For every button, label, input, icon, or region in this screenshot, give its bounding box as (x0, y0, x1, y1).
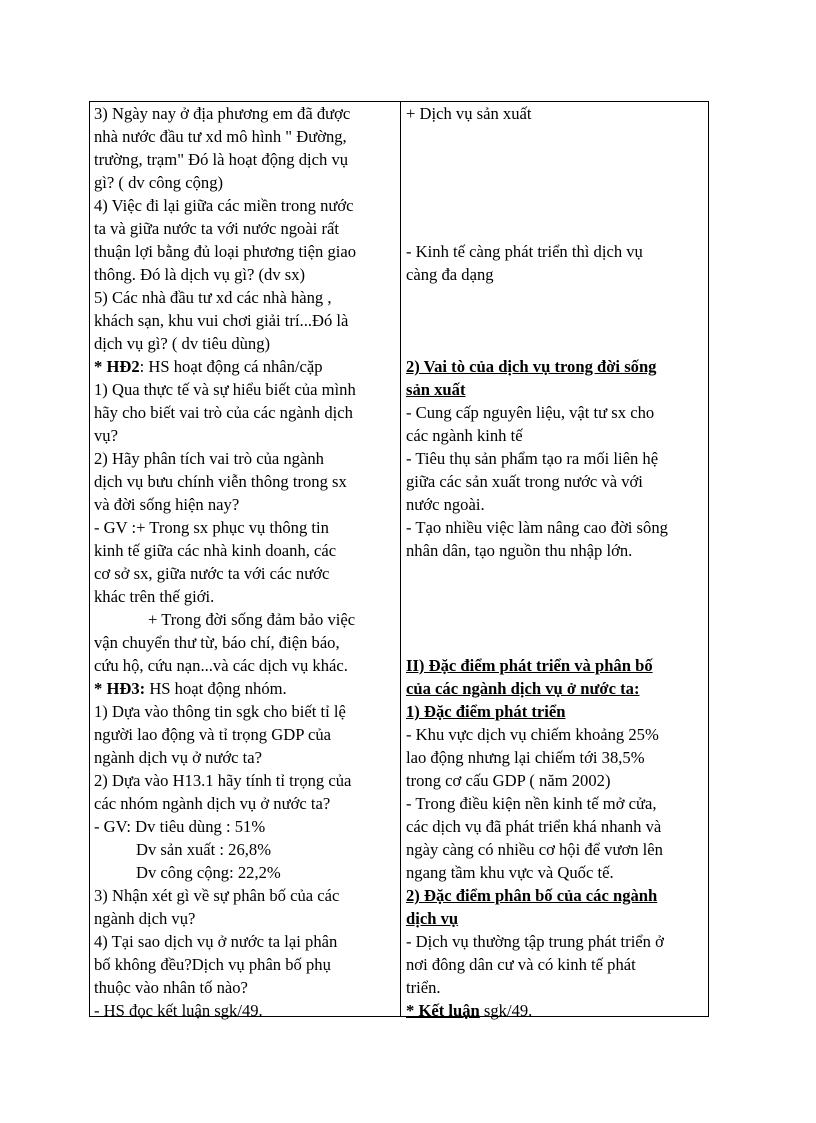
hd3-text: HS hoạt động nhóm. (145, 679, 287, 698)
content-column (406, 102, 704, 1022)
q4-line: thông. Đó là dịch vụ gì? (dv sx) (94, 265, 306, 284)
hd2-q1-line: hãy cho biết vai trò của các ngành dịch (94, 403, 353, 422)
hd2-heading (94, 355, 394, 378)
dv-sx-line: + Dịch vụ sản xuất (406, 104, 532, 123)
hd2-text: : HS hoạt động cá nhân/cặp (139, 357, 323, 376)
q3-line: 3) Ngày nay ở địa phương em đã được (94, 104, 351, 123)
hd2-q2-line: và đời sống hiện nay? (94, 495, 240, 514)
gv-note-line: kinh tế giữa các nhà kinh doanh, các (94, 541, 337, 560)
development-line: lao động nhưng lại chiếm tới 38,5% (406, 748, 645, 767)
hd3-q4-line: thuộc vào nhân tố nào? (94, 978, 248, 997)
q4-line: thuận lợi bằng đủ loại phương tiện giao (94, 242, 357, 261)
distribution-line: - Dịch vụ thường tập trung phát triển ở (406, 932, 664, 951)
column-divider (400, 102, 401, 1016)
role-line: - Tạo nhiều việc làm nâng cao đời sông (406, 518, 668, 537)
kinh-te-line: - Kinh tế càng phát triển thì dịch vụ (406, 242, 643, 261)
development-line: - Khu vực dịch vụ chiếm khoảng 25% (406, 725, 659, 744)
kinh-te-line: càng đa dạng (406, 265, 494, 284)
role-line: giữa các sản xuất trong nước và với (406, 472, 643, 491)
section-heading-II: của các ngành dịch vụ ở nước ta: (406, 679, 640, 698)
conclusion-text: sgk/49. (479, 1001, 533, 1020)
q5-line: khách sạn, khu vui chơi giải trí...Đó là (94, 311, 349, 330)
hd3-q3-line: 3) Nhận xét gì về sự phân bố của các (94, 886, 340, 905)
section-heading-role: 2) Vai tò của dịch vụ trong đời sống (406, 357, 657, 376)
hd3-q1-line: người lao động và tỉ trọng GDP của (94, 725, 331, 744)
conclusion-label: * Kết luận (406, 1001, 480, 1020)
hd2-q1-line: 1) Qua thực tế và sự hiểu biết của mình (94, 380, 356, 399)
gv-note-line: khác trên thế giới. (94, 587, 215, 606)
subheading-distribution: 2) Đặc điểm phân bố của các ngành (406, 886, 658, 905)
role-line: nước ngoài. (406, 495, 485, 514)
hd3-q2-line: các nhóm ngành dịch vụ ở nước ta? (94, 794, 331, 813)
role-line: - Cung cấp nguyên liệu, vật tư sx cho (406, 403, 655, 422)
hd3-q2-line: 2) Dựa vào H13.1 hãy tính tỉ trọng của (94, 771, 352, 790)
q3-line: nhà nước đầu tư xd mô hình " Đường, (94, 127, 347, 146)
section-heading-II: II) Đặc điểm phát triển và phân bố (406, 656, 653, 675)
subheading-distribution: dịch vụ (406, 909, 459, 928)
gv-note-line: cơ sở sx, giữa nước ta với các nước (94, 564, 330, 583)
subheading-development: 1) Đặc điểm phát triển (406, 702, 566, 721)
q5-line: 5) Các nhà đầu tư xd các nhà hàng , (94, 288, 332, 307)
gv-stat-line: - GV: Dv tiêu dùng : 51% (94, 817, 266, 836)
gv-note-line: vận chuyển thư từ, báo chí, điện báo, (94, 633, 340, 652)
role-line: nhân dân, tạo nguồn thu nhập lớn. (406, 541, 633, 560)
section-heading-role: sản xuất (406, 380, 466, 399)
q3-line: trường, trạm" Đó là hoạt động dịch vụ (94, 150, 349, 169)
distribution-line: nơi đông dân cư và có kinh tế phát (406, 955, 636, 974)
gv-note-line: - GV :+ Trong sx phục vụ thông tin (94, 518, 329, 537)
hd3-q1-line: 1) Dựa vào thông tin sgk cho biết tỉ lệ (94, 702, 346, 721)
q4-line: 4) Việc đi lại giữa các miền trong nước (94, 196, 354, 215)
lesson-table (89, 101, 709, 1020)
hd2-q2-line: 2) Hãy phân tích vai trò của ngành (94, 449, 324, 468)
conclusion-line (406, 999, 704, 1022)
gv-stat-line: Dv công cộng: 22,2% (136, 863, 281, 882)
hd3-q4-line: bố không đều?Dịch vụ phân bố phụ (94, 955, 331, 974)
hd2-q1-line: vụ? (94, 426, 118, 445)
development-line: - Trong điều kiện nền kinh tế mở cửa, (406, 794, 657, 813)
distribution-line: triển. (406, 978, 441, 997)
role-line: - Tiêu thụ sản phẩm tạo ra mối liên hệ (406, 449, 659, 468)
hd2-q2-line: dịch vụ bưu chính viễn thông trong sx (94, 472, 347, 491)
gv-stat-line: Dv sản xuất : 26,8% (136, 840, 272, 859)
development-line: ngày càng có nhiều cơ hội để vươn lên (406, 840, 663, 859)
development-line: ngang tầm khu vực và Quốc tế. (406, 863, 614, 882)
hd2-label: * HĐ2 (94, 357, 140, 376)
hd3-heading (94, 677, 394, 700)
role-line: các ngành kinh tế (406, 426, 523, 445)
hs-conclusion-line: - HS đọc kết luận sgk/49. (94, 1001, 263, 1020)
gv-note-line: + Trong đời sống đảm bảo việc (148, 610, 356, 629)
q3-line: gì? ( dv công cộng) (94, 173, 224, 192)
gv-note-line: cứu hộ, cứu nạn...và các dịch vụ khác. (94, 656, 348, 675)
hd3-q1-line: ngành dịch vụ ở nước ta? (94, 748, 263, 767)
q4-line: ta và giữa nước ta với nước ngoài rất (94, 219, 339, 238)
development-line: các dịch vụ đã phát triển khá nhanh và (406, 817, 662, 836)
development-line: trong cơ cấu GDP ( năm 2002) (406, 771, 611, 790)
teacher-activity-column (94, 102, 394, 1022)
q5-line: dịch vụ gì? ( dv tiêu dùng) (94, 334, 271, 353)
hd3-q3-line: ngành dịch vụ? (94, 909, 196, 928)
hd3-label: * HĐ3: (94, 679, 146, 698)
hd3-q4-line: 4) Tại sao dịch vụ ở nước ta lại phân (94, 932, 338, 951)
